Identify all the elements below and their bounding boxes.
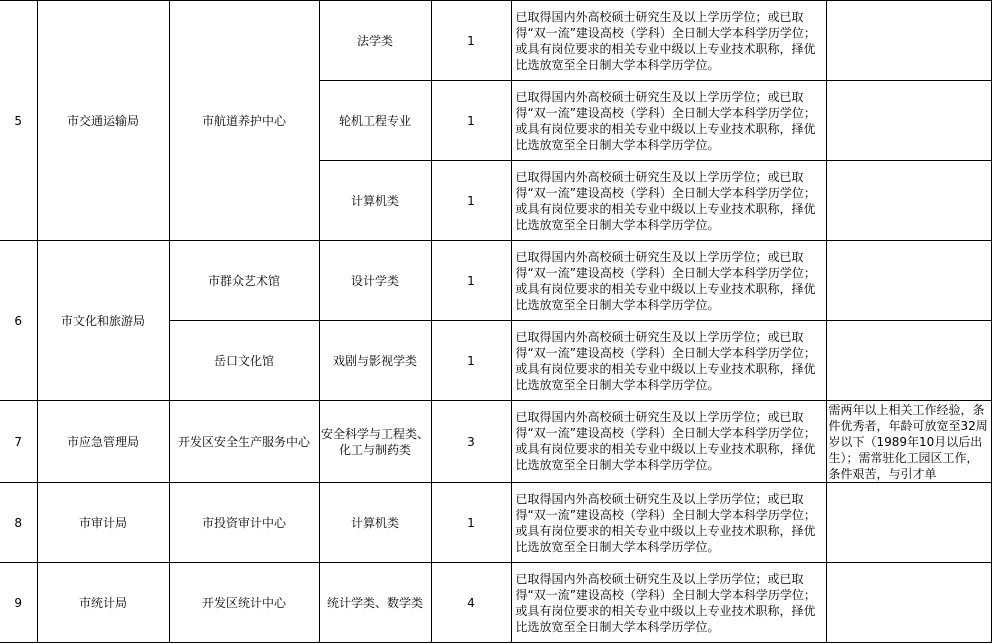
requirement-cell: 已取得国内外高校硕士研究生及以上学历学位；或已取得“双一流”建设高校（学科）全日制大学本科学历学位；或具有岗位要求的相关专业中级以上专业技术职称，择优比选放宽至全日制大学本科学历学位。	[511, 81, 826, 161]
table-row	[0, 483, 991, 563]
major-cell: 计算机类	[319, 161, 431, 241]
requirement-cell: 已取得国内外高校硕士研究生及以上学历学位；或已取得“双一流”建设高校（学科）全日制大学本科学历学位；或具有岗位要求的相关专业中级以上专业技术职称，择优比选放宽至全日制大学本科学历学位。	[511, 1, 826, 81]
major-cell: 轮机工程专业	[319, 81, 431, 161]
count-cell: 1	[431, 161, 511, 241]
requirement-cell: 已取得国内外高校硕士研究生及以上学历学位；或已取得“双一流”建设高校（学科）全日制大学本科学历学位；或具有岗位要求的相关专业中级以上专业技术职称，择优比选放宽至全日制大学本科学历学位。	[511, 241, 826, 321]
requirement-cell: 已取得国内外高校硕士研究生及以上学历学位；或已取得“双一流”建设高校（学科）全日制大学本科学历学位；或具有岗位要求的相关专业中级以上专业技术职称，择优比选放宽至全日制大学本科学历学位。	[511, 401, 826, 483]
row-number: 8	[0, 483, 37, 563]
major-cell: 计算机类	[319, 483, 431, 563]
row-number: 6	[0, 241, 37, 401]
requirement-cell: 已取得国内外高校硕士研究生及以上学历学位；或已取得“双一流”建设高校（学科）全日制大学本科学历学位；或具有岗位要求的相关专业中级以上专业技术职称，择优比选放宽至全日制大学本科学历学位。	[511, 483, 826, 563]
unit-cell: 岳口文化馆	[169, 321, 319, 401]
row-number: 7	[0, 401, 37, 483]
department-cell: 市审计局	[37, 483, 169, 563]
remark-cell: 需两年以上相关工作经验，条件优秀者，年龄可放宽至32周岁以下（1989年10月以后出生）；需常驻化工园区工作，条件艰苦，与引才单	[826, 401, 991, 483]
major-cell: 法学类	[319, 1, 431, 81]
unit-cell: 市群众艺术馆	[169, 241, 319, 321]
unit-cell: 开发区安全生产服务中心	[169, 401, 319, 483]
table-row	[0, 563, 991, 643]
remark-cell	[826, 483, 991, 563]
count-cell: 4	[431, 563, 511, 643]
requirement-cell: 已取得国内外高校硕士研究生及以上学历学位；或已取得“双一流”建设高校（学科）全日制大学本科学历学位；或具有岗位要求的相关专业中级以上专业技术职称，择优比选放宽至全日制大学本科学历学位。	[511, 161, 826, 241]
department-cell: 市交通运输局	[37, 1, 169, 241]
table-row	[0, 241, 991, 321]
remark-cell	[826, 241, 991, 321]
major-cell: 设计学类	[319, 241, 431, 321]
unit-cell: 市航道养护中心	[169, 1, 319, 241]
count-cell: 1	[431, 1, 511, 81]
major-cell: 安全科学与工程类、化工与制药类	[319, 401, 431, 483]
count-cell: 1	[431, 241, 511, 321]
department-cell: 市应急管理局	[37, 401, 169, 483]
requirement-cell: 已取得国内外高校硕士研究生及以上学历学位；或已取得“双一流”建设高校（学科）全日制大学本科学历学位；或具有岗位要求的相关专业中级以上专业技术职称，择优比选放宽至全日制大学本科学历学位。	[511, 321, 826, 401]
department-cell: 市统计局	[37, 563, 169, 643]
remark-cell	[826, 563, 991, 643]
remark-cell	[826, 1, 991, 81]
table-row	[0, 401, 991, 483]
count-cell: 1	[431, 321, 511, 401]
remark-cell	[826, 161, 991, 241]
major-cell: 戏剧与影视学类	[319, 321, 431, 401]
table-row	[0, 1, 991, 81]
unit-cell: 开发区统计中心	[169, 563, 319, 643]
remark-cell	[826, 321, 991, 401]
count-cell: 3	[431, 401, 511, 483]
count-cell: 1	[431, 483, 511, 563]
row-number: 5	[0, 1, 37, 241]
row-number: 9	[0, 563, 37, 643]
count-cell: 1	[431, 81, 511, 161]
department-cell: 市文化和旅游局	[37, 241, 169, 401]
requirement-cell: 已取得国内外高校硕士研究生及以上学历学位；或已取得“双一流”建设高校（学科）全日制大学本科学历学位；或具有岗位要求的相关专业中级以上专业技术职称，择优比选放宽至全日制大学本科学历学位。	[511, 563, 826, 643]
unit-cell: 市投资审计中心	[169, 483, 319, 563]
major-cell: 统计学类、数学类	[319, 563, 431, 643]
remark-cell	[826, 81, 991, 161]
